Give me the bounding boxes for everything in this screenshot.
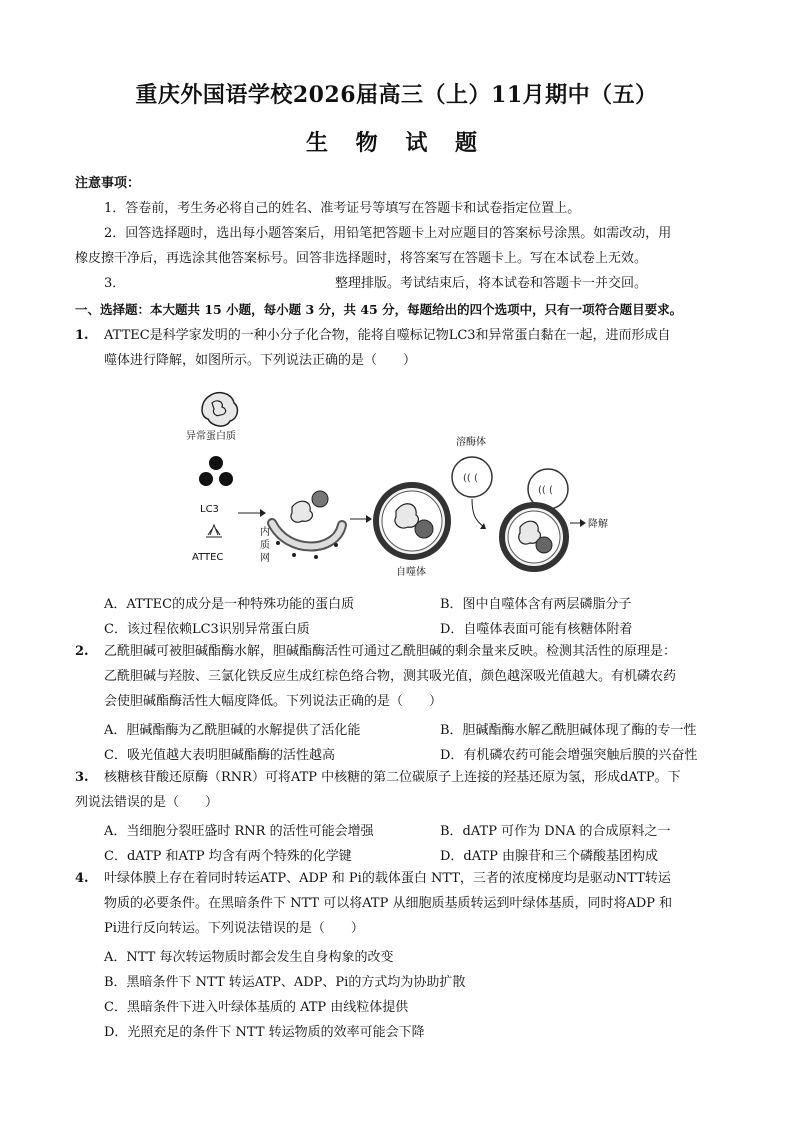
question-1-number: 1. bbox=[75, 328, 89, 343]
abnormal-protein-icon bbox=[202, 393, 237, 426]
question-3-option-d: D．dATP 由腺苷和三个磷酸基团构成 bbox=[440, 849, 658, 864]
question-1-stem-line-1: ATTEC是科学家发明的一种小分子化合物，能将自噬标记物LC3和异常蛋白黏在一起，进而形成自 bbox=[104, 328, 671, 343]
section-1-heading: 一、选择题：本大题共 15 小题，每小题 3 分，共 45 分，每题给出的四个选项中，只有一项符合题目要求。 bbox=[75, 302, 683, 317]
autophagosome-icon bbox=[376, 485, 448, 557]
question-2-option-a: A．胆碱酯酶为乙酰胆碱的水解提供了活化能 bbox=[104, 723, 361, 738]
question-2-stem-line-2: 乙酰胆碱与羟胺、三氯化铁反应生成红棕色络合物，测其吸光值，颜色越深吸光值越大。有机磷农药 bbox=[104, 669, 677, 684]
endoplasmic-reticulum-icon bbox=[272, 491, 342, 559]
question-1-option-b: B．图中自噬体含有两层磷脂分子 bbox=[440, 597, 632, 612]
attec-molecule-icon bbox=[206, 525, 222, 537]
label-er-1: 内 bbox=[260, 527, 270, 538]
question-2-stem-line-3: 会使胆碱酯酶活性大幅度降低。下列说法正确的是（ ） bbox=[104, 694, 443, 709]
question-3-number: 3. bbox=[75, 770, 89, 785]
label-autophagosome: 自噬体 bbox=[396, 567, 426, 578]
label-attec: ATTEC bbox=[192, 552, 224, 563]
notice-item-2-line-2: 橡皮擦干净后，再选涂其他答案标号。回答非选择题时，将答案写在答题卡上。写在本试卷上无效。 bbox=[75, 251, 648, 266]
notice-item-3-text: 整理排版。考试结束后，将本试卷和答题卡一并交回。 bbox=[335, 276, 648, 291]
autolysosome-icon bbox=[502, 505, 566, 569]
question-2-option-b: B．胆碱酯酶水解乙酰胆碱体现了酶的专一性 bbox=[440, 723, 697, 738]
question-4-stem-line-1: 叶绿体膜上存在着同时转运ATP、ADP 和 Pi的载体蛋白 NTT，三者的浓度梯度均是驱动NTT转运 bbox=[104, 871, 671, 886]
question-3-stem-line-2: 列说法错误的是（ ） bbox=[75, 795, 219, 810]
label-degrade: 降解 bbox=[588, 519, 608, 530]
question-2-option-c: C．吸光值越大表明胆碱酯酶的活性越高 bbox=[104, 748, 335, 763]
arrow-curve-icon bbox=[472, 499, 484, 527]
notice-item-3-number: 3． bbox=[104, 276, 126, 291]
notice-item-2-line-1: 2．回答选择题时，选出每小题答案后，用铅笔把答题卡上对应题目的答案标号涂黑。如需改动，用 bbox=[104, 226, 672, 241]
question-1-option-a: A．ATTEC的成分是一种特殊功能的蛋白质 bbox=[104, 597, 355, 612]
svg-text:(( (: (( ( bbox=[538, 485, 553, 496]
question-1-option-c: C．该过程依赖LC3识别异常蛋白质 bbox=[104, 622, 310, 637]
question-2-option-d: D．有机磷农药可能会增强突触后膜的兴奋性 bbox=[440, 748, 698, 763]
question-3-stem-line-1: 核糖核苷酸还原酶（RNR）可将ATP 中核糖的第二位碳原子上连接的羟基还原为氢，形成dATP。下 bbox=[104, 770, 681, 785]
exam-subject-title: 生 物 试 题 bbox=[306, 130, 487, 156]
exam-title: 重庆外国语学校2026届高三（上）11月期中（五） bbox=[135, 82, 658, 108]
question-1-stem-line-2: 噬体进行降解，如图所示。下列说法正确的是（ ） bbox=[104, 353, 417, 368]
arrow-right-icon bbox=[570, 519, 586, 527]
notice-heading: 注意事项： bbox=[75, 176, 141, 191]
lc3-icon bbox=[199, 456, 233, 486]
question-4-option-a: A．NTT 每次转运物质时都会发生自身构象的改变 bbox=[104, 950, 394, 965]
question-3-option-c: C．dATP 和ATP 均含有两个特殊的化学键 bbox=[104, 849, 352, 864]
notice-item-1: 1．答卷前，考生务必将自己的姓名、准考证号等填写在答题卡和试卷指定位置上。 bbox=[104, 201, 581, 216]
question-3-option-a: A．当细胞分裂旺盛时 RNR 的活性可能会增强 bbox=[104, 824, 374, 839]
question-4-number: 4. bbox=[75, 871, 89, 886]
question-2-number: 2. bbox=[75, 644, 89, 659]
label-er-2: 质 bbox=[260, 540, 270, 551]
question-4-stem-line-3: Pi进行反向转运。下列说法错误的是（ ） bbox=[104, 921, 364, 936]
label-abnormal-protein: 异常蛋白质 bbox=[186, 431, 236, 442]
question-4-stem-line-2: 物质的必要条件。在黑暗条件下 NTT 可以将ATP 从细胞质基质转运到叶绿体基质，同时将ADP 和 bbox=[104, 896, 673, 911]
label-lc3: LC3 bbox=[200, 504, 219, 515]
label-er-3: 网 bbox=[260, 553, 270, 564]
question-3-option-b: B．dATP 可作为 DNA 的合成原料之一 bbox=[440, 824, 671, 839]
svg-text:(( (: (( ( bbox=[463, 473, 478, 484]
arrow-right-icon bbox=[238, 509, 266, 517]
question-1-option-d: D．自噬体表面可能有核糖体附着 bbox=[440, 622, 633, 637]
question-4-option-b: B．黑暗条件下 NTT 转运ATP、ADP、Pi的方式均为协助扩散 bbox=[104, 975, 466, 990]
question-4-option-c: C．黑暗条件下进入叶绿体基质的 ATP 由线粒体提供 bbox=[104, 1000, 409, 1015]
autophagy-diagram bbox=[160, 385, 640, 580]
lysosome-icon bbox=[452, 457, 492, 497]
question-2-stem-line-1: 乙酰胆碱可被胆碱酯酶水解，胆碱酯酶活性可通过乙酰胆碱的剩余量来反映。检测其活性的原理是： bbox=[104, 644, 677, 659]
question-4-option-d: D．光照充足的条件下 NTT 转运物质的效率可能会下降 bbox=[104, 1025, 425, 1040]
arrow-right-icon bbox=[350, 515, 372, 523]
label-lysosome: 溶酶体 bbox=[456, 437, 486, 448]
